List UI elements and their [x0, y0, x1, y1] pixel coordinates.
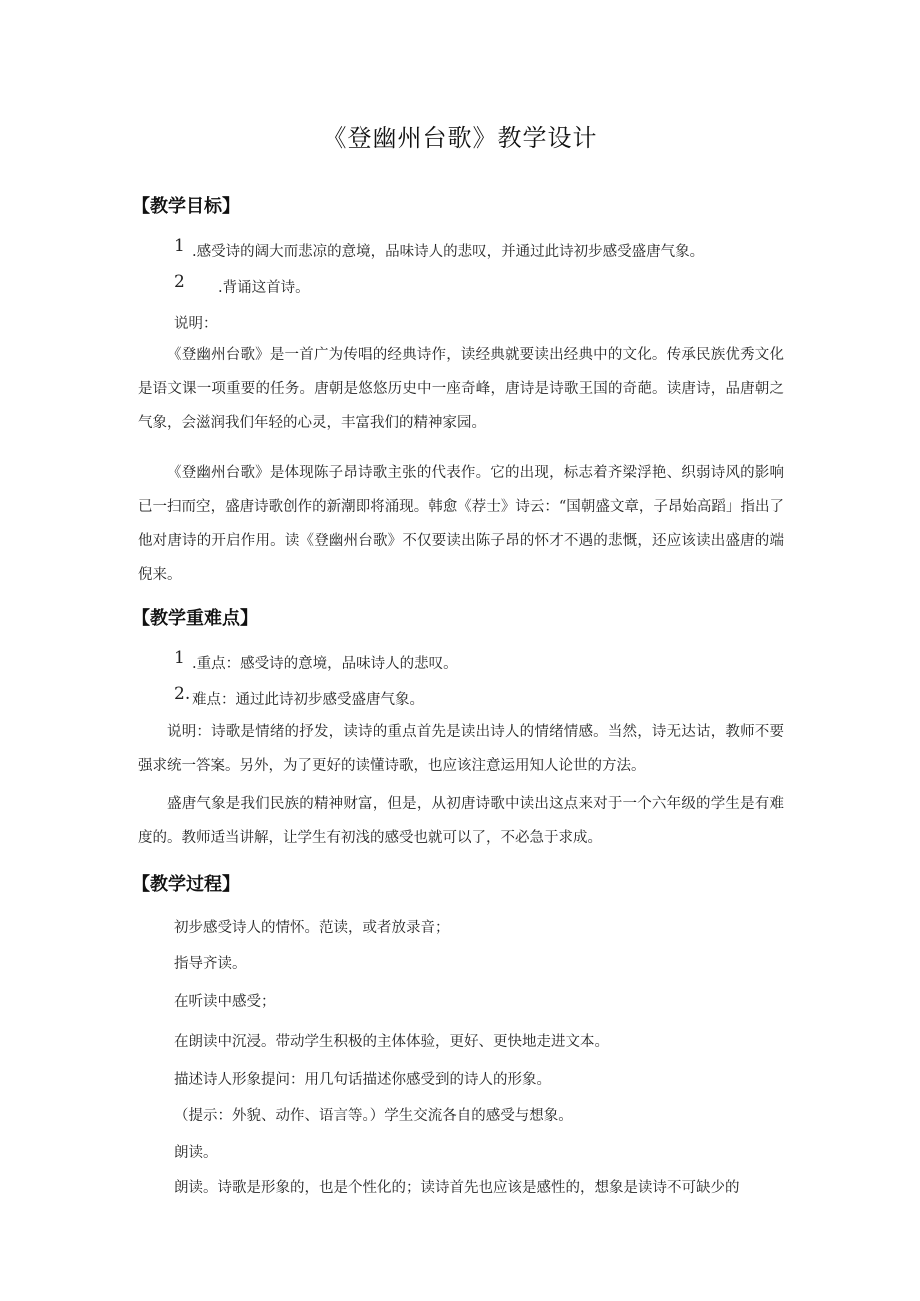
objective-1-number: 1 [174, 236, 185, 256]
process-line: 朗读。 [174, 1145, 218, 1161]
objective-1-text: .感受诗的阔大而悲凉的意境，品味诗人的悲叹，并通过此诗初步感受盛唐气象。 [192, 244, 705, 260]
objective-2-number: 2 [174, 272, 185, 292]
key-point-2-number: 2. [174, 684, 191, 704]
process-line: 在听读中感受； [174, 994, 276, 1010]
process-line: 在朗读中沉浸。带动学生积极的主体体验，更好、更快地走进文本。 [174, 1034, 609, 1050]
objective-2-text: .背诵这首诗。 [218, 280, 310, 296]
process-line: 朗读。诗歌是形象的，也是个性化的；读诗首先也应该是感性的，想象是读诗不可缺少的 [174, 1180, 740, 1196]
objectives-note-label: 说明： [174, 316, 218, 332]
key-point-1-number: 1 [174, 648, 185, 668]
process-line: 指导齐读。 [174, 956, 247, 972]
key-point-2-text: 难点：通过此诗初步感受盛唐气象。 [192, 692, 424, 708]
document-title: 《登幽州台歌》教学设计 [322, 124, 598, 152]
process-line: （提示：外貌、动作、语言等。）学生交流各自的感受与想象。 [174, 1108, 573, 1124]
objectives-paragraph-1: 《登幽州台歌》是一首广为传唱的经典诗作，读经典就要读出经典中的文化。传承民族优秀文化是语文课一项重要的任务。唐朝是悠悠历史中一座奇峰，唐诗是诗歌王国的奇葩。读唐诗，品唐朝之气象，会滋润我们年轻的心灵，丰富我们的精神家园。 [138, 347, 784, 431]
process-line: 初步感受诗人的情怀。范读，或者放录音； [174, 920, 450, 936]
heading-objectives: 【教学目标】 [132, 196, 240, 217]
objectives-paragraph-2: 《登幽州台歌》是体现陈子昂诗歌主张的代表作。它的出现，标志着齐梁浮艳、织弱诗风的影响已一扫而空，盛唐诗歌创作的新潮即将涌现。韩愈《荐士》诗云：“国朝盛文章，子昂始高蹈」指出了他对唐诗的开启作用。读《登幽州台歌》不仅要读出陈子昂的怀才不遇的悲慨，还应该读出盛唐的端倪来。 [138, 465, 784, 583]
key-point-1-text: .重点：感受诗的意境，品味诗人的悲叹。 [192, 656, 458, 672]
heading-key-points: 【教学重难点】 [132, 608, 258, 629]
process-line: 描述诗人形象提问：用几句话描述你感受到的诗人的形象。 [174, 1072, 551, 1088]
heading-process: 【教学过程】 [132, 874, 240, 895]
key-points-paragraph-1: 说明：诗歌是情绪的抒发，读诗的重点首先是读出诗人的情绪情感。当然，诗无达诂，教师不要强求统一答案。另外，为了更好的读懂诗歌，也应该注意运用知人论世的方法。 [138, 724, 784, 774]
key-points-paragraph-2: 盛唐气象是我们民族的精神财富，但是，从初唐诗歌中读出这点来对于一个六年级的学生是有难度的。教师适当讲解，让学生有初浅的感受也就可以了，不必急于求成。 [138, 796, 784, 846]
